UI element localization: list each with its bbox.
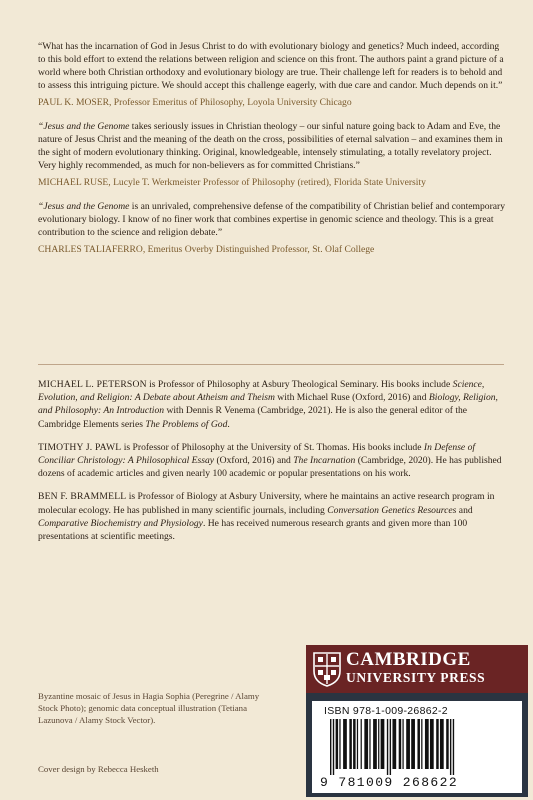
publisher-logo xyxy=(306,645,528,693)
author-bios xyxy=(38,378,506,553)
bio-brammell: BEN F. BRAMMELL is Professor of Biology at Asbury University, where he maintains an active research program in molecular ecology. He has published in many scientific journals, including Conversation Genetics Resources and Comparative Biochemistry and Physiology. He has received numerous research grants and given more than 100 presentations at scientific meetings. xyxy=(38,491,495,543)
publisher-press: UNIVERSITY PRESS xyxy=(346,670,486,685)
divider xyxy=(38,364,504,365)
endorsements xyxy=(38,40,506,267)
author-name: TIMOTHY J. PAWL xyxy=(38,441,122,453)
attribution-ruse: MICHAEL RUSE, Lucyle T. Werkmeister Professor of Philosophy (retired), Florida State University xyxy=(38,177,426,188)
bio-peterson: MICHAEL L. PETERSON is Professor of Philosophy at Asbury Theological Seminary. His books include Science, Evolution, and Religion: A Debate about Atheism and Theism with Michael Ruse (Oxford, 2016) and Biology, Religion, and Philosophy: An Introduction with Dennis R Venema (Cambridge, 2021). He is also the general editor of the Cambridge Elements series The Problems of God. xyxy=(38,379,498,430)
author-name: BEN F. BRAMMELL xyxy=(38,491,127,503)
image-credits: Byzantine mosaic of Jesus in Hagia Sophia (Peregrine / Alamy Stock Photo); genomic data conceptual illustration (Tetiana Lazunova / Alamy Stock Vector). xyxy=(38,691,260,725)
book-title: “Jesus and the Genome xyxy=(38,201,130,212)
publisher-panel xyxy=(306,645,528,797)
bio-pawl: TIMOTHY J. PAWL is Professor of Philosophy at the University of St. Thomas. His books include In Defense of Conciliar Christology: A Philosophical Essay (Oxford, 2016) and The Incarnation (Cambridge, 2020). He has published dozens of academic articles and given nearly 100 academic or popular presentations on his work. xyxy=(38,441,502,480)
quote-taliaferro: “Jesus and the Genome is an unrivaled, comprehensive defense of the compatibility of Christian belief and contemporary evolutionary biology. I know of no finer work that combines expertise in genomic science and theology. This is a great contribution to the science and religion debate.” xyxy=(38,201,506,238)
attribution-moser: PAUL K. MOSER, Professor Emeritus of Philosophy, Loyola University Chicago xyxy=(38,97,352,108)
publisher-name: CAMBRIDGE xyxy=(346,649,471,670)
ean-digits: 9 781009 268622 xyxy=(320,775,459,790)
author-name: MICHAEL L. PETERSON xyxy=(38,379,147,390)
book-title: “Jesus and the Genome xyxy=(38,121,130,132)
crest-icon xyxy=(312,651,342,687)
quote-ruse: “Jesus and the Genome takes seriously issues in Christian theology – our sinful nature going back to Adam and Eve, the nature of Jesus Christ and the meaning of the death on the cross, possibilities of eternal salvation – and examines them in the sight of modern evolutionary thinking. Original, knowledgeable, intensely stimulating, a totally revelatory project. Very highly recommended, as much for non-believers as for committed Christians.” xyxy=(38,121,503,171)
attribution-taliaferro: CHARLES TALIAFERRO, Emeritus Overby Distinguished Professor, St. Olaf College xyxy=(38,244,375,255)
design-credit: Cover design by Rebecca Hesketh xyxy=(38,764,159,774)
isbn-label: ISBN 978-1-009-26862-2 xyxy=(324,705,448,717)
barcode-icon xyxy=(320,719,516,775)
barcode-box xyxy=(312,701,522,793)
quote-moser: “What has the incarnation of God in Jesus Christ to do with evolutionary biology and genetics? Much indeed, according to this bold effort to extend the relations between religion and science on this front. The authors paint a grand picture of a world where both Christian orthodoxy and evolutionary biology are true. Their challenge left for readers is to behold and to assess this intriguing picture. We should accept this challenge eagerly, with due care and candor. Much depends on it.” xyxy=(38,41,504,91)
